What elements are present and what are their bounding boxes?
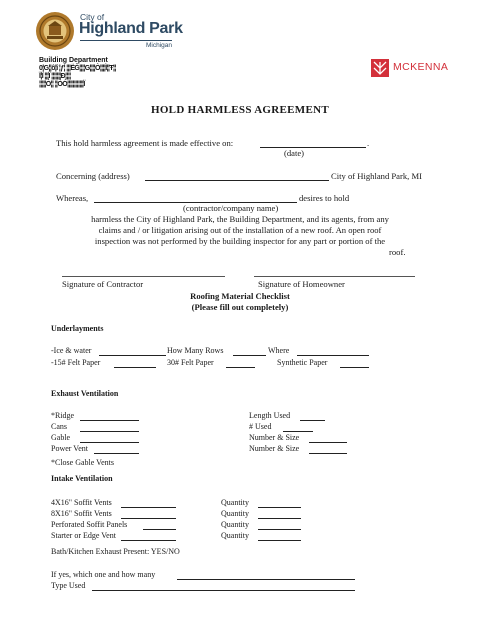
ice-water-label: -Ice & water: [51, 346, 92, 355]
department-line-3: ¦¦¦¦¦Ò¦¦ ¦¦ÒÓ¦¦¦¦¦¦¦¦¦¦¦¦Ï: [39, 81, 85, 88]
city-state: Michigan: [146, 42, 173, 49]
partner-name: MCKENNA: [393, 61, 449, 73]
city-prefix: City of: [80, 12, 105, 22]
checklist-subtitle: (Please fill out completely): [191, 302, 289, 312]
how-many-rows-field[interactable]: [233, 355, 266, 356]
header-rule: [80, 40, 172, 41]
if-yes-field[interactable]: [177, 579, 355, 580]
type-used-label: Type Used: [51, 581, 86, 590]
department-name: Building Department: [39, 57, 108, 64]
city-seal: [35, 11, 75, 51]
partner-logo-icon: [371, 59, 389, 77]
ridge-field[interactable]: [80, 420, 139, 421]
quantity-field-3[interactable]: [258, 529, 301, 530]
length-used-label: Length Used: [249, 411, 291, 420]
agreement-line-2: claims and / or litigation arising out of the installation of a new roof. An open roof: [98, 225, 382, 235]
date-caption: (date): [284, 148, 305, 158]
close-gable-note: *Close Gable Vents: [51, 458, 114, 467]
city-name: Highland Park: [79, 20, 183, 37]
power-vent-field[interactable]: [94, 453, 139, 454]
soffit-4x16-field[interactable]: [121, 507, 176, 508]
power-vent-label: Power Vent: [51, 444, 88, 453]
starter-edge-label: Starter or Edge Vent: [51, 531, 116, 540]
agreement-line-3: inspection was not performed by the building inspector for any part or portion of the: [94, 236, 386, 246]
bath-exhaust-question: Bath/Kitchen Exhaust Present: YES/NO: [51, 547, 180, 556]
homeowner-signature-label: Signature of Homeowner: [258, 279, 345, 289]
cans-label: Cans: [51, 422, 67, 431]
intake-heading: Intake Ventilation: [51, 474, 113, 483]
starter-edge-field[interactable]: [121, 540, 176, 541]
quantity-field-1[interactable]: [258, 507, 301, 508]
gable-field[interactable]: [80, 442, 139, 443]
perforated-soffit-label: Perforated Soffit Panels: [51, 520, 128, 529]
concerning-label: Concerning (address): [56, 171, 130, 181]
gable-label: Gable: [51, 433, 71, 442]
quantity-label-4: Quantity: [221, 531, 249, 540]
soffit-4x16-label: 4X16" Soffit Vents: [51, 498, 112, 507]
page-title: HOLD HARMLESS AGREEMENT: [150, 104, 330, 116]
department-line-2: Ï¦Ï ¦¦¦Ï ¦¦¦¦¦¦¦Ð¦¦¦¦: [39, 73, 71, 80]
effective-date-field[interactable]: [260, 147, 366, 148]
synthetic-field[interactable]: [340, 367, 369, 368]
quantity-label-2: Quantity: [221, 509, 249, 518]
homeowner-signature-field[interactable]: [254, 276, 415, 277]
contractor-caption: (contractor/company name): [183, 203, 279, 213]
effective-text: This hold harmless agreement is made effective on:: [56, 138, 234, 148]
number-size-label-2: Number & Size: [249, 444, 300, 453]
agreement-line-1: harmless the City of Highland Park, the Building Department, and its agents, from any: [91, 214, 389, 224]
department-line-1: 0¦G¦¦ô¦î ¦ƒ¦ ¦¦¦ËǦ¦¦¦¦G¦¦¦¦Ò¦¦¦¦Ì¦¦Ŧ¦¦: [39, 65, 116, 72]
agreement-line-4: roof.: [389, 247, 406, 257]
contractor-signature-label: Signature of Contractor: [62, 279, 144, 289]
quantity-field-2[interactable]: [258, 518, 301, 519]
length-used-field[interactable]: [300, 420, 325, 421]
number-used-field[interactable]: [283, 431, 313, 432]
where-field[interactable]: [297, 355, 369, 356]
where-label: Where: [268, 346, 290, 355]
quantity-field-4[interactable]: [258, 540, 301, 541]
concerning-address-field[interactable]: [145, 180, 329, 181]
exhaust-heading: Exhaust Ventilation: [51, 389, 119, 398]
ridge-label: *Ridge: [51, 411, 75, 420]
number-used-label: # Used: [249, 422, 272, 431]
number-size-field-1[interactable]: [309, 442, 347, 443]
quantity-label-1: Quantity: [221, 498, 249, 507]
type-used-field[interactable]: [92, 590, 355, 591]
felt30-label: 30# Felt Paper: [167, 358, 214, 367]
felt30-field[interactable]: [226, 367, 255, 368]
effective-period: .: [367, 138, 370, 148]
felt15-field[interactable]: [114, 367, 156, 368]
soffit-8x16-field[interactable]: [121, 518, 176, 519]
number-size-field-2[interactable]: [309, 453, 347, 454]
desires-text: desires to hold: [299, 193, 350, 203]
if-yes-label: If yes, which one and how many: [51, 570, 156, 579]
synthetic-label: Synthetic Paper: [277, 358, 328, 367]
contractor-signature-field[interactable]: [62, 276, 225, 277]
quantity-label-3: Quantity: [221, 520, 249, 529]
city-suffix: City of Highland Park, MI: [331, 171, 422, 181]
soffit-8x16-label: 8X16" Soffit Vents: [51, 509, 112, 518]
checklist-title: Roofing Material Checklist: [190, 291, 290, 301]
how-many-rows-label: How Many Rows: [167, 346, 224, 355]
underlayments-heading: Underlayments: [51, 324, 104, 333]
whereas-label: Whereas,: [56, 193, 89, 203]
cans-field[interactable]: [80, 431, 139, 432]
ice-water-field[interactable]: [99, 355, 166, 356]
number-size-label-1: Number & Size: [249, 433, 300, 442]
felt15-label: -15# Felt Paper: [51, 358, 101, 367]
perforated-soffit-field[interactable]: [143, 529, 176, 530]
